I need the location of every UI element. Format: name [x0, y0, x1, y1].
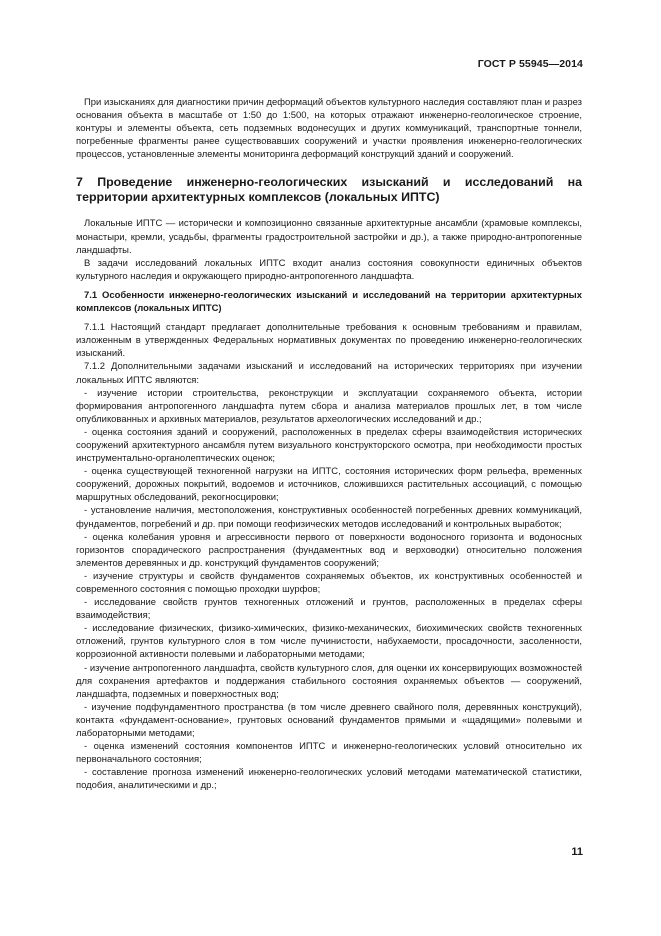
list-item: - изучение структуры и свойств фундаментов сохраняемых объектов, их конструктивных особенностей и современного состояния с помощью проходки шурфов; [76, 570, 582, 595]
list-item: - составление прогноза изменений инженерно-геологических условий методами математической статистики, подобия, аналитическими и др.; [76, 767, 582, 792]
list-item: - оценка колебания уровня и агрессивности первого от поверхности водоносного горизонта и водоносных горизонтов спорадического распространения (фундаментных вод и верховодки) относительно положения элементов деревянных и др. конструкций фундаментов сооружений; [76, 531, 582, 569]
list-item: - оценка существующей техногенной нагрузки на ИПТС, состояния исторических форм рельефа, временных сооружений, дорожных покрытий, водоемов и источников, сложившихся растительных ассоциаций, с помощью маршрутных обследований, рекогносцировки; [76, 466, 582, 504]
list-item: - изучение подфундаментного пространства (в том числе древнего свайного поля, деревянных конструкций), контакта «фундамент-основание», грунтовых оснований фундаментов прямыми и «щадящими» полевыми и лабораторными методами; [76, 701, 582, 740]
list-item: - оценка состояния зданий и сооружений, расположенных в пределах сферы взаимодействия исторических сооружений архитектурного ансамбля путем визуального конструкторского осмотра, при необходимости простых инструментально-органолептических оценок; [76, 426, 582, 465]
section-7-paragraph-2: В задачи исследований локальных ИПТС входит анализ состояния совокупности единичных объектов культурного наследия и окружающего природно-антропогенного ландшафта. [76, 257, 582, 282]
list-item: - установление наличия, местоположения, конструктивных особенностей погребенных древних коммуникаций, фундаментов, погребений и др. при помощи геофизических методов исследований и контрольных выработок; [76, 505, 582, 530]
list-item: - оценка изменений состояния компонентов ИПТС и инженерно-геологических условий относительно их первоначального состояния; [76, 741, 582, 766]
clause-7-1-1: 7.1.1 Настоящий стандарт предлагает дополнительные требования к основным требованиям и правилам, изложенным в утвержденных Федеральных нормативных документах по проведению инженерно-геологических изысканий. [76, 322, 582, 360]
document-header: ГОСТ Р 55945—2014 [477, 58, 583, 70]
document-body [76, 96, 582, 793]
list-item: - исследование свойств грунтов техногенных отложений и грунтов, расположенных в пределах сферы взаимодействия; [76, 597, 582, 622]
section-7-paragraph-1: Локальные ИПТС — исторически и композиционно связанные архитектурные ансамбли (храмовые комплексы, монастыри, кремли, усадьбы, фрагменты градостроительной застройки и др.), а также природно-антропогенные ландшафты. [76, 218, 582, 256]
section-7-heading: 7 Проведение инженерно-геологических изысканий и исследований на территории архитектурных комплексов (локальных ИПТС) [76, 175, 582, 205]
section-7-1-heading: 7.1 Особенности инженерно-геологических изысканий и исследований на территории архитектурных комплексов (локальных ИПТС) [76, 289, 582, 315]
clause-7-1-2: 7.1.2 Дополнительными задачами изысканий и исследований на исторических территориях при изучении локальных ИПТС являются: [76, 361, 582, 386]
page-number: 11 [571, 846, 583, 858]
list-item: - изучение истории строительства, реконструкции и эксплуатации сохраняемого объекта, истории формирования антропогенного ландшафта путем сбора и анализа материалов прошлых лет, в том числе опубликованных и архивных материалов, результатов археологических исследований и др.; [76, 387, 582, 425]
intro-paragraph: При изысканиях для диагностики причин деформаций объектов культурного наследия составляют план и разрез основания объекта в масштабе от 1:50 до 1:500, на которых отражают инженерно-геологическое строение, контуры и элементы объекта, сеть подземных водонесущих и других коммуникаций, транспортные тоннели, погребенные фрагменты ранее существовавших сооружений и участки проявления инженерно-геологических процессов, установленные элементы мониторинга деформаций конструкций зданий и сооружений. [76, 97, 582, 161]
list-item: - изучение антропогенного ландшафта, свойств культурного слоя, для оценки их консервирующих возможностей для сохранения артефактов и поддержания стабильного состояния охраняемых объектов — сооружений, ландшафта, подземных и поверхностных вод; [76, 662, 582, 700]
list-item: - исследование физических, физико-химических, физико-механических, биохимических свойств техногенных отложений, грунтов культурного слоя в том числе пучинистости, набухаемости, просадочности, засоленности, коррозионной активности полевыми и лабораторными методами; [76, 623, 582, 661]
